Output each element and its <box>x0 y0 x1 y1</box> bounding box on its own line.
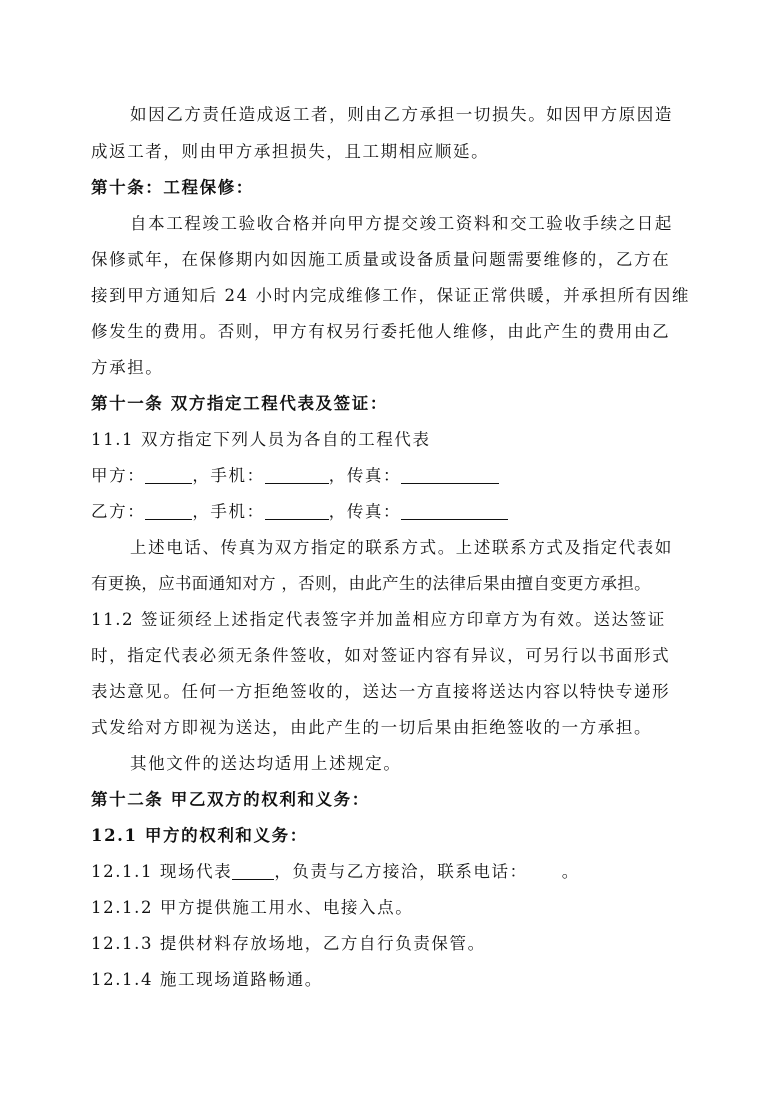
section-heading-10: 第十条：工程保修： <box>91 178 254 197</box>
party-b-fax-label: ，传真： <box>328 502 402 521</box>
party-a-fax-field[interactable] <box>401 465 499 484</box>
paragraph-line: 保修贰年，在保修期内如因施工质量或设备质量问题需要维修的，乙方在 <box>91 250 671 269</box>
paragraph-line: 上述电话、传真为双方指定的联系方式。上述联系方式及指定代表如 <box>130 538 673 557</box>
clause-12-1-1 <box>91 857 704 887</box>
paragraph-line: 方承担。 <box>91 358 164 377</box>
paragraph-line: 成返工者，则由甲方承担损失，且工期相应顺延。 <box>91 142 490 161</box>
clause-12-1-2: 12.1.2 甲方提供施工用水、电接入点。 <box>91 898 414 917</box>
paragraph-line: 自本工程竣工验收合格并向甲方提交竣工资料和交工验收手续之日起 <box>130 214 673 233</box>
paragraph-line: 如因乙方责任造成返工者，则由乙方承担一切损失。如因甲方原因造 <box>130 105 673 124</box>
paragraph-line: 时，指定代表必须无条件签收，如对签证内容有异议，可另行以书面形式 <box>91 646 671 665</box>
party-b-phone-label: ，手机： <box>192 502 265 521</box>
section-heading-12: 第十二条 甲乙双方的权利和义务： <box>91 790 370 809</box>
party-b-phone-field[interactable] <box>265 501 329 520</box>
clause-12-1-4: 12.1.4 施工现场道路畅通。 <box>91 970 323 989</box>
paragraph-line: 接到甲方通知后 24 小时内完成维修工作，保证正常供暖，并承担所有因维 <box>91 286 690 305</box>
paragraph-line: 修发生的费用。否则，甲方有权另行委托他人维修，由此产生的费用由乙 <box>91 322 671 341</box>
party-a-phone-field[interactable] <box>265 465 329 484</box>
party-b-name-field[interactable] <box>145 501 192 520</box>
clause-11-2: 11.2 签证须经上述指定代表签字并加盖相应方印章方为有效。送达签证 <box>91 610 666 629</box>
clause-12-1-3: 12.1.3 提供材料存放场地，乙方自行负责保管。 <box>91 934 486 953</box>
paragraph-line: 其他文件的送达均适用上述规定。 <box>130 754 402 773</box>
section-heading-11: 第十一条 双方指定工程代表及签证： <box>91 394 388 413</box>
paragraph-line: 表达意见。任何一方拒绝签收的，送达一方直接将送达内容以特快专递形 <box>91 682 671 701</box>
party-a-phone-label: ，手机： <box>192 466 265 485</box>
paragraph-line: 式发给对方即视为送达，由此产生的一切后果由拒绝签收的一方承担。 <box>91 718 653 737</box>
party-a-label: 甲方： <box>91 466 146 485</box>
paragraph-line: 有更换，应书面通知对方 ，否则，由此产生的法律后果由擅自变更方承担。 <box>91 574 651 593</box>
clause-11-1: 11.1 双方指定下列人员为各自的工程代表 <box>91 430 431 449</box>
site-representative-field[interactable] <box>232 861 274 880</box>
party-a-name-field[interactable] <box>145 465 192 484</box>
party-a-fax-label: ，传真： <box>328 466 402 485</box>
party-a-line <box>91 461 704 491</box>
party-b-line <box>91 497 704 527</box>
clause-12-1-1-prefix: 12.1.1 现场代表 <box>91 862 233 881</box>
clause-12-1: 12.1 甲方的权利和义务： <box>91 826 308 845</box>
clause-12-1-1-text: ，负责与乙方接洽，联系电话： <box>274 862 528 881</box>
clause-12-1-1-end: 。 <box>561 862 580 881</box>
party-b-label: 乙方： <box>91 502 146 521</box>
party-b-fax-field[interactable] <box>401 501 508 520</box>
